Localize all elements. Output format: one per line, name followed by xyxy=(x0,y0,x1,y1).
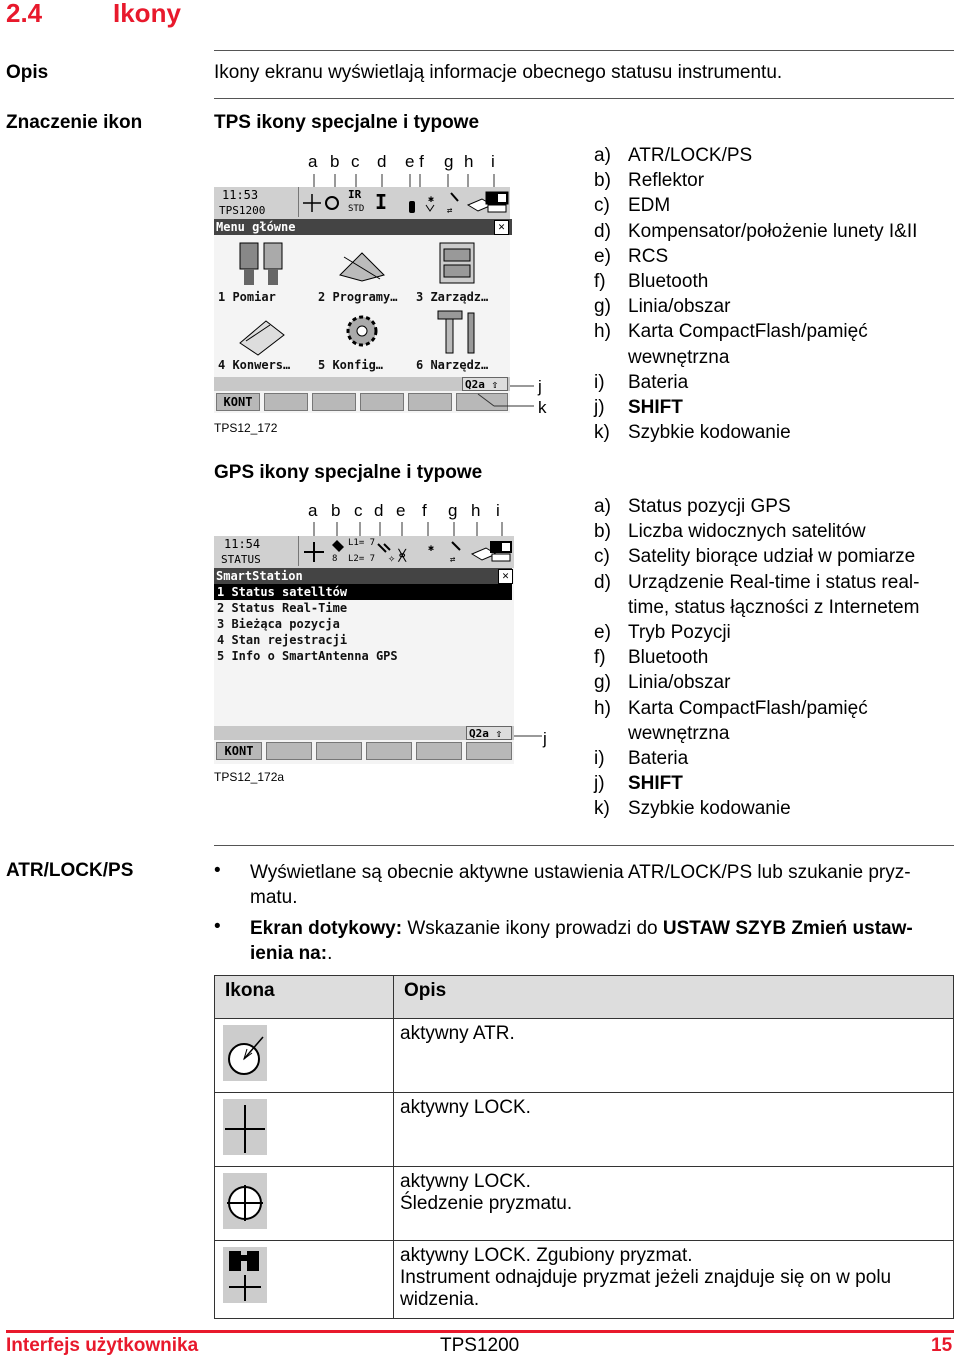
list-value: Tryb Pozycji xyxy=(628,622,731,644)
line-area-icon xyxy=(452,542,460,550)
list-value: Bateria xyxy=(628,371,689,393)
bullet-1 xyxy=(250,860,954,910)
close-icon[interactable]: ✕ xyxy=(498,569,513,584)
atr-lock-icon[interactable] xyxy=(302,191,342,215)
list-item xyxy=(594,620,954,645)
close-icon[interactable]: ✕ xyxy=(494,220,509,235)
l2-count: L2= 7 xyxy=(348,554,376,564)
letter-d: d xyxy=(374,501,384,520)
atr-icon xyxy=(223,1025,267,1081)
status-icons xyxy=(406,191,516,215)
divider xyxy=(214,98,954,99)
desc-line: aktywny LOCK. xyxy=(400,1097,531,1118)
list-value: Karta CompactFlash/pamięć wewnętrzna xyxy=(628,697,868,744)
function-keys xyxy=(214,742,514,762)
divider xyxy=(298,536,299,566)
desc-line: aktywny LOCK. Zgubiony pryzmat. xyxy=(400,1245,693,1266)
menu-item-2[interactable]: 2 Status Real-Time xyxy=(217,601,348,615)
menu-header xyxy=(214,568,512,584)
list-value: Satelity biorące udział w pomiarze xyxy=(628,546,916,568)
bullet-2-tail: . xyxy=(327,943,333,964)
lock-cross-icon xyxy=(223,1099,267,1155)
line-area-icon xyxy=(451,193,458,201)
menu-item-4[interactable]: 4 Stan rejestracji xyxy=(217,633,348,647)
list-item xyxy=(594,219,954,244)
list-value: Urządzenie Real-time i status real-time, status łączności z Internetem xyxy=(628,571,920,618)
list-item xyxy=(594,420,954,445)
desc-cell xyxy=(394,1093,954,1167)
icon-table xyxy=(214,975,954,1319)
sat-count: 8 xyxy=(332,554,338,564)
fkey-5[interactable] xyxy=(408,393,452,411)
tps-caption: TPS12_172 xyxy=(214,421,278,435)
list-item xyxy=(594,670,954,695)
file-cabinet-icon xyxy=(434,239,486,289)
instrument-name: TPS1200 xyxy=(219,204,266,217)
letter-e: e xyxy=(396,501,406,520)
tools-icon xyxy=(434,307,486,357)
list-item xyxy=(594,319,954,369)
list-item xyxy=(594,269,954,294)
list-key: b) xyxy=(594,170,611,192)
header-ikona: Ikona xyxy=(215,976,394,1019)
gear-icon xyxy=(336,307,388,357)
svg-text:ᚸ: ᚸ xyxy=(398,548,407,564)
list-item xyxy=(594,244,954,269)
satellite-icon xyxy=(330,538,346,552)
menu-item-3[interactable]: 3 Bieżąca pozycja xyxy=(217,617,340,631)
opis-text: Ikony ekranu wyświetlają informacje obecnego statusu instrumentu. xyxy=(214,62,783,83)
list-item xyxy=(594,370,954,395)
desc-line: aktywny ATR. xyxy=(400,1023,515,1044)
section-number: 2.4 xyxy=(6,0,43,28)
desc-line: widzenia. xyxy=(400,1289,480,1310)
list-value: EDM xyxy=(628,195,671,217)
list-value: Reflektor xyxy=(628,170,705,192)
svg-text:⇄: ⇄ xyxy=(447,206,453,215)
rcs-icon xyxy=(409,201,415,213)
letter-j: j xyxy=(538,377,542,396)
table-row xyxy=(215,1241,954,1319)
letter-g: g xyxy=(448,501,458,520)
list-key: e) xyxy=(594,245,611,267)
list-item xyxy=(594,395,954,420)
letter-k: k xyxy=(538,398,547,417)
menu-item-6[interactable]: 6 Narzędz… xyxy=(416,358,489,372)
icon-cell xyxy=(215,1093,394,1167)
fkey-6[interactable] xyxy=(466,742,512,760)
bullet-1-line-1: Wyświetlane są obecnie aktywne ustawienia ATR/LOCK/PS lub szukanie pryz- xyxy=(250,862,911,883)
fkey-5[interactable] xyxy=(416,742,462,760)
divider xyxy=(214,845,954,846)
fkey-kont-label: KONT xyxy=(223,395,253,409)
list-item xyxy=(594,645,954,670)
menu-header xyxy=(214,219,512,235)
compensator-icon[interactable]: I xyxy=(375,190,388,214)
list-key: f) xyxy=(594,271,606,293)
letter-c: c xyxy=(351,152,360,171)
list-key: c) xyxy=(594,546,610,568)
page-number: 15 xyxy=(931,1335,953,1356)
icon-cell xyxy=(215,1167,394,1241)
gps-caption: TPS12_172a xyxy=(214,770,285,784)
list-key: i) xyxy=(594,748,605,770)
list-key: h) xyxy=(594,321,611,343)
atr-label: ATR/LOCK/PS xyxy=(6,860,134,881)
tps-icon-list xyxy=(594,143,954,445)
list-value: SHIFT xyxy=(628,397,683,419)
touch-screen-label: Ekran dotykowy: xyxy=(250,918,403,939)
tps-side-pointers xyxy=(470,376,540,410)
tps-subtitle: TPS ikony specjalne i typowe xyxy=(214,112,480,133)
menu-item-4[interactable]: 4 Konwers… xyxy=(218,358,291,372)
position-mode-icon: ✧ xyxy=(388,551,396,564)
bullet-2-text: Wskazanie ikony prowadzi do xyxy=(402,918,663,939)
menu-item-2[interactable]: 2 Programy… xyxy=(318,290,398,304)
letter-ef: e f xyxy=(405,152,424,171)
table-header-row xyxy=(215,976,954,1019)
letter-f: f xyxy=(422,501,427,520)
shift-label: Q2a xyxy=(469,727,489,740)
table-row xyxy=(215,1093,954,1167)
time-display: 11:53 xyxy=(222,188,259,202)
bluetooth-icon: ✱ xyxy=(428,194,435,205)
desc-line: aktywny LOCK. xyxy=(400,1171,531,1192)
l1-count: L1= 7 xyxy=(348,538,376,548)
bullet-1-line-2: matu. xyxy=(250,887,298,908)
gps-position-status-icon[interactable] xyxy=(302,540,330,564)
list-value: ATR/LOCK/PS xyxy=(628,145,753,166)
list-key: k) xyxy=(594,422,610,444)
menu-item-1[interactable]: 1 Status satelltów xyxy=(217,585,348,599)
list-key: g) xyxy=(594,296,611,318)
list-value: Linia/obszar xyxy=(628,672,731,694)
list-value: Kompensator/położenie lunety I&II xyxy=(628,220,918,242)
list-item xyxy=(594,494,954,519)
list-item xyxy=(594,570,954,620)
list-item xyxy=(594,746,954,771)
fkey-3[interactable] xyxy=(312,393,356,411)
list-item xyxy=(594,143,954,168)
letter-j: j xyxy=(543,729,547,748)
bullet-mark: • xyxy=(214,916,221,937)
gps-side-pointer xyxy=(514,728,544,744)
edm-ir-label: IR xyxy=(348,188,362,201)
list-value: Bluetooth xyxy=(628,271,709,293)
list-item xyxy=(594,519,954,544)
letter-d: d xyxy=(377,152,387,171)
binoculars-icon xyxy=(223,1247,267,1303)
footer-rule xyxy=(6,1330,954,1333)
list-key: b) xyxy=(594,521,611,543)
list-key: h) xyxy=(594,697,611,719)
fkey-kont[interactable] xyxy=(216,742,262,760)
letter-h: h xyxy=(464,152,474,171)
svg-text:⇄: ⇄ xyxy=(450,555,456,564)
menu-path: USTAW SZYB Zmień ustaw- xyxy=(662,918,913,939)
list-value: RCS xyxy=(628,245,669,267)
bullet-mark: • xyxy=(214,860,221,881)
list-key: d) xyxy=(594,571,611,593)
list-key: i) xyxy=(594,371,605,393)
list-value: Szybkie kodowanie xyxy=(628,798,791,820)
list-item xyxy=(594,696,954,746)
programs-icon xyxy=(336,245,388,285)
fkey-2[interactable] xyxy=(266,742,312,760)
znaczenie-label: Znaczenie ikon xyxy=(6,112,143,133)
tps-screen xyxy=(214,187,510,413)
menu-item-5[interactable]: 5 Info o SmartAntenna GPS xyxy=(217,649,398,663)
edm-std-label: STD xyxy=(348,204,365,214)
list-value: Bluetooth xyxy=(628,647,709,669)
list-value: Status pozycji GPS xyxy=(628,496,791,517)
survey-instrument-icon xyxy=(236,239,288,289)
menu-path-end: ienia na: xyxy=(250,943,328,964)
list-item xyxy=(594,796,954,821)
letter-i: i xyxy=(496,501,500,520)
bullet-2 xyxy=(250,916,954,966)
table-row xyxy=(215,1167,954,1241)
list-item xyxy=(594,168,954,193)
opis-label: Opis xyxy=(6,62,49,83)
list-key: j) xyxy=(594,773,605,795)
list-value: Karta CompactFlash/pamięć wewnętrzna xyxy=(628,321,868,368)
icon-cell xyxy=(215,1019,394,1093)
list-key: j) xyxy=(594,397,605,419)
list-value: SHIFT xyxy=(628,773,683,795)
lock-tracking-icon xyxy=(223,1173,267,1229)
fkey-3[interactable] xyxy=(316,742,362,760)
letter-b: b xyxy=(330,152,340,171)
function-keys xyxy=(214,393,510,413)
screen-name: STATUS xyxy=(221,553,261,566)
gps-subtitle: GPS ikony specjalne i typowe xyxy=(214,462,483,483)
list-key: a) xyxy=(594,496,611,517)
status-icons xyxy=(376,540,516,564)
time-display: 11:54 xyxy=(224,537,261,551)
desc-cell xyxy=(394,1019,954,1093)
list-value: Bateria xyxy=(628,748,689,770)
gps-icon-list xyxy=(594,494,954,822)
bluetooth-icon: ✱ xyxy=(428,543,435,554)
letter-c: c xyxy=(354,501,363,520)
menu-item-3[interactable]: 3 Zarządz… xyxy=(416,290,489,304)
menu-title: SmartStation xyxy=(216,569,303,583)
icon-cell xyxy=(215,1241,394,1319)
shift-indicator[interactable]: Q2a ⇧ xyxy=(466,726,512,740)
menu-title: Menu główne xyxy=(216,220,296,234)
letter-h: h xyxy=(471,501,481,520)
header-opis: Opis xyxy=(394,976,954,1019)
list-key: k) xyxy=(594,798,610,820)
desc-line: Instrument odnajduje pryzmat jeżeli znajduje się on w polu xyxy=(400,1267,892,1288)
divider xyxy=(298,187,299,217)
fkey-4[interactable] xyxy=(360,393,404,411)
footer-chapter: Interfejs użytkownika xyxy=(6,1335,199,1356)
list-key: a) xyxy=(594,145,611,166)
list-key: c) xyxy=(594,195,610,217)
convert-icon xyxy=(236,311,288,357)
shift-label: Q2a xyxy=(465,378,485,391)
list-item xyxy=(594,294,954,319)
list-value: Szybkie kodowanie xyxy=(628,422,791,444)
divider xyxy=(214,50,954,51)
list-item xyxy=(594,193,954,218)
section-title: Ikony xyxy=(113,0,181,28)
letter-a: a xyxy=(308,152,318,171)
desc-cell xyxy=(394,1167,954,1241)
fkey-2[interactable] xyxy=(264,393,308,411)
list-key: f) xyxy=(594,647,606,669)
list-key: g) xyxy=(594,672,611,694)
shift-indicator[interactable]: Q2a ⇧ xyxy=(462,377,508,391)
list-value: Liczba widocznych satelitów xyxy=(628,521,866,543)
footer-product: TPS1200 xyxy=(440,1335,520,1356)
list-item xyxy=(594,544,954,569)
desc-line: Śledzenie pryzmatu. xyxy=(400,1193,573,1214)
list-item xyxy=(594,771,954,796)
table-row xyxy=(215,1019,954,1093)
gps-screen xyxy=(214,536,514,764)
fkey-4[interactable] xyxy=(366,742,412,760)
fkey-kont[interactable] xyxy=(216,393,260,411)
menu-item-5[interactable]: 5 Konfig… xyxy=(318,358,384,372)
desc-cell xyxy=(394,1241,954,1319)
letter-i: i xyxy=(491,152,495,171)
list-value: Linia/obszar xyxy=(628,296,731,318)
menu-item-1[interactable]: 1 Pomiar xyxy=(218,290,276,304)
letter-g: g xyxy=(444,152,454,171)
list-key: d) xyxy=(594,220,611,242)
letter-b: b xyxy=(331,501,341,520)
fkey-kont-label: KONT xyxy=(224,744,254,758)
list-key: e) xyxy=(594,622,611,644)
letter-a: a xyxy=(308,501,318,520)
